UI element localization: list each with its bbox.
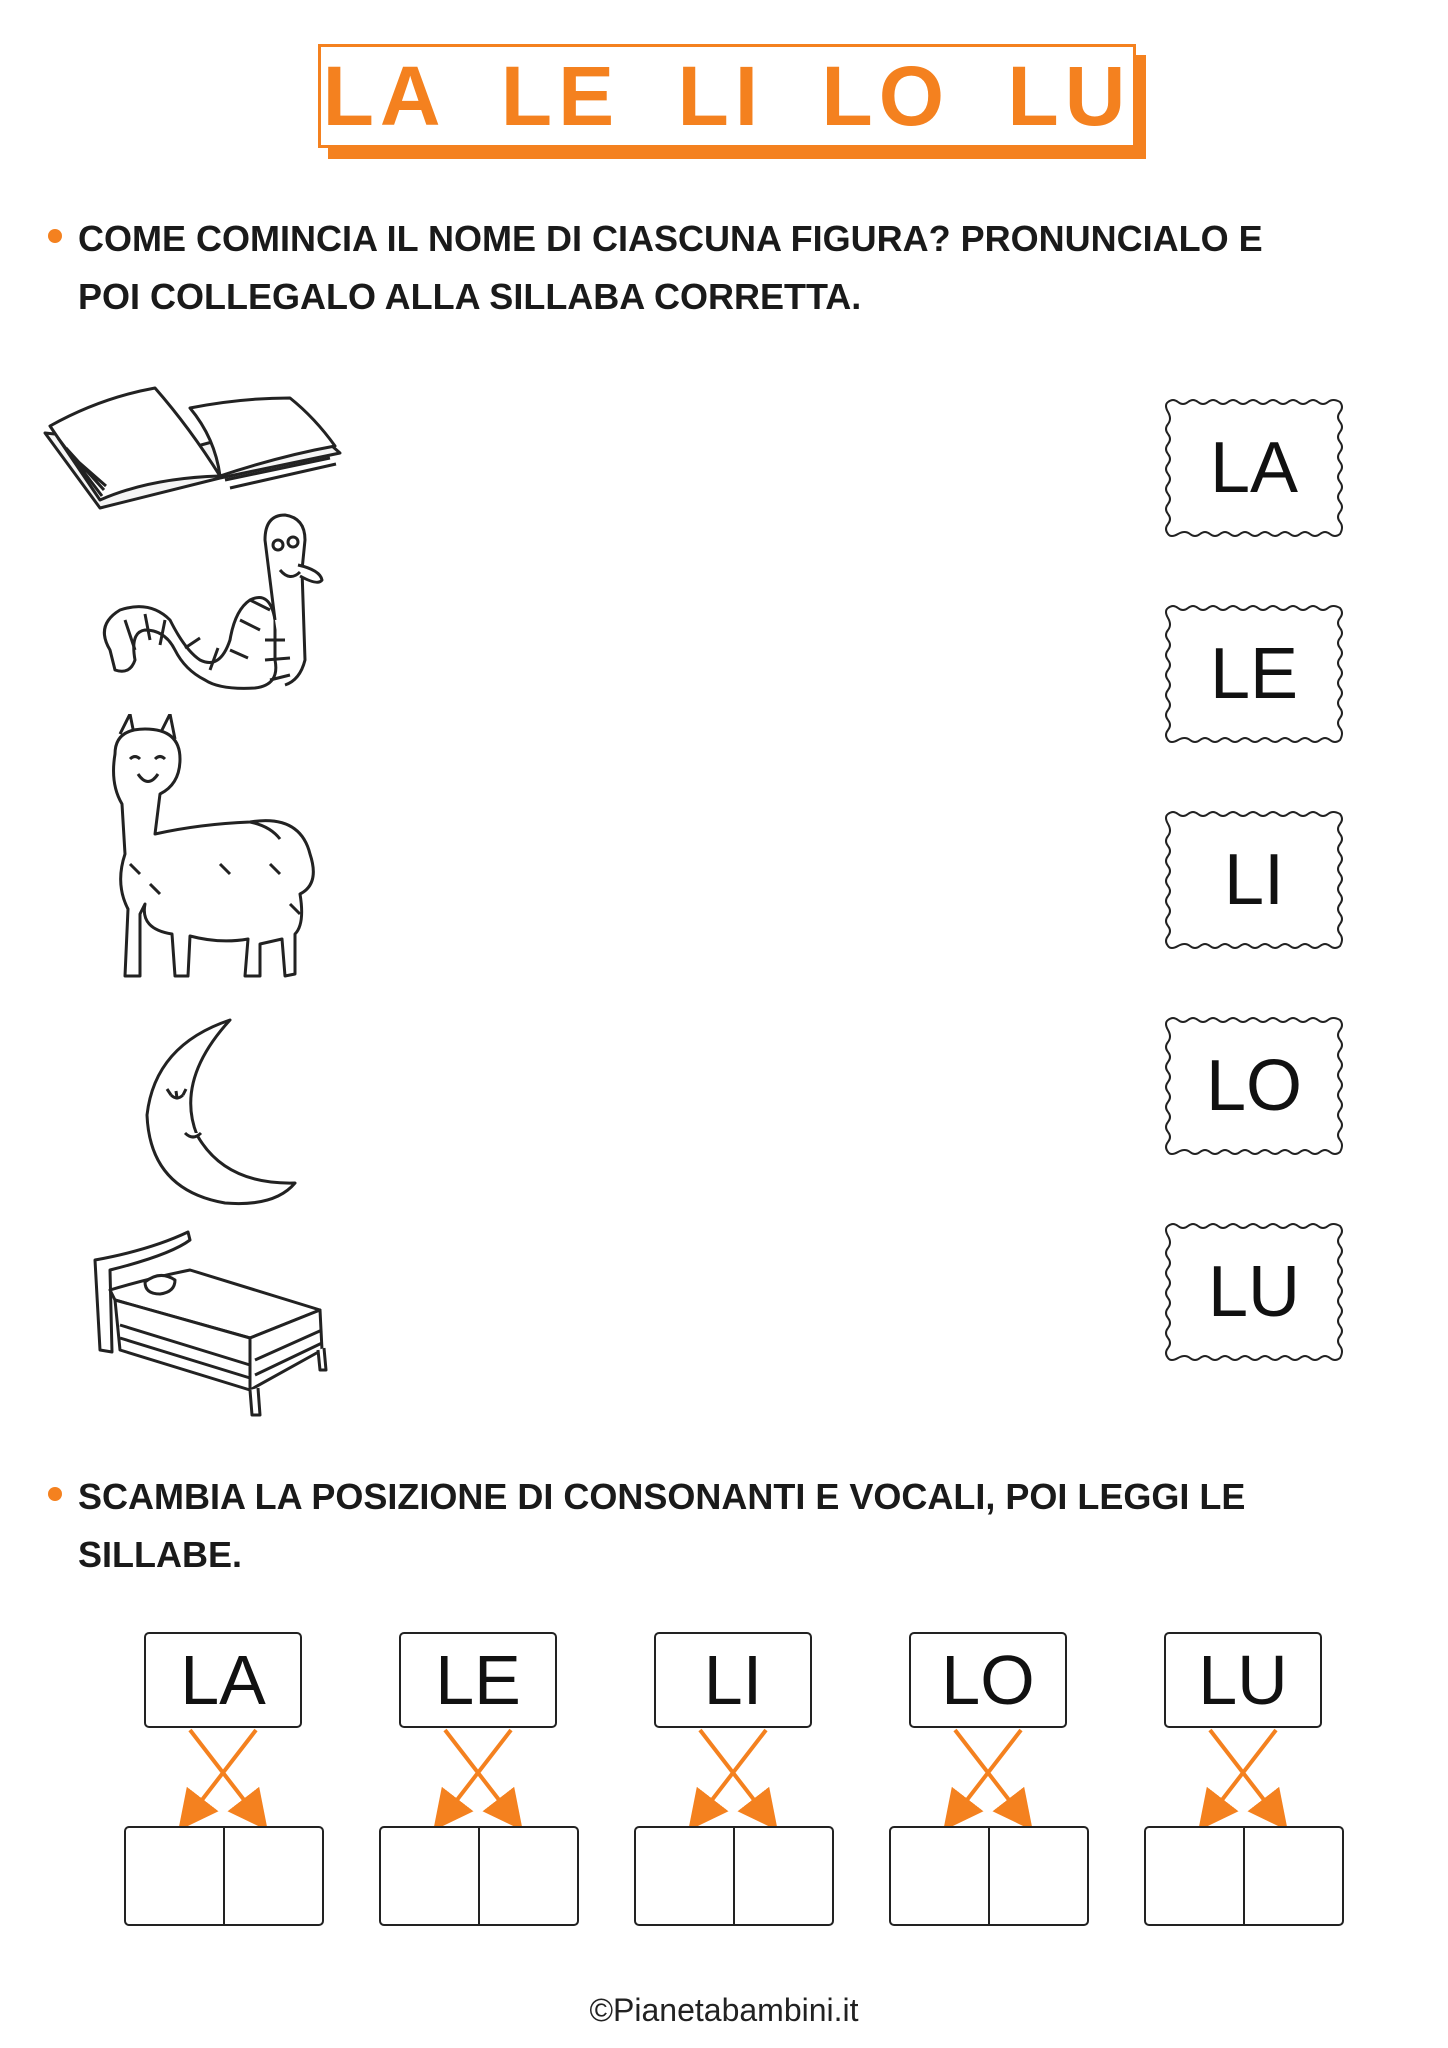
syllable-stamp-li[interactable] (1164, 810, 1344, 950)
syllable-stamp-la[interactable] (1164, 398, 1344, 538)
answer-cell-2[interactable] (733, 1828, 832, 1924)
swap-syllable-lu: LU (1164, 1632, 1322, 1728)
answer-box-la[interactable] (124, 1826, 324, 1926)
bullet-dot (48, 1487, 62, 1501)
answer-cell-1[interactable] (891, 1828, 988, 1924)
answer-cell-2[interactable] (223, 1828, 322, 1924)
copyright-icon: © (589, 1992, 614, 2028)
page-title: LA LE LI LO LU (322, 48, 1132, 143)
syllable-stamp-le[interactable] (1164, 604, 1344, 744)
footer-credit (0, 1992, 1448, 2029)
swap-syllable-lo: LO (909, 1632, 1067, 1728)
answer-box-lu[interactable] (1144, 1826, 1344, 1926)
title-banner (318, 44, 1136, 148)
answer-cell-2[interactable] (988, 1828, 1087, 1924)
answer-cell-1[interactable] (126, 1828, 223, 1924)
answer-cell-1[interactable] (636, 1828, 733, 1924)
swap-syllable-le: LE (399, 1632, 557, 1728)
swap-syllable-li: LI (654, 1632, 812, 1728)
answer-cell-2[interactable] (478, 1828, 577, 1924)
answer-cell-1[interactable] (1146, 1828, 1243, 1924)
swap-arrows-icon (144, 1728, 302, 1828)
bed-icon (90, 1230, 330, 1420)
bullet-dot (48, 229, 62, 243)
syllable-stamp-lo[interactable] (1164, 1016, 1344, 1156)
footer-site[interactable]: Pianetabambini.it (613, 1992, 859, 2028)
swap-arrows-icon (399, 1728, 557, 1828)
stamp-label: LU (1207, 1252, 1301, 1332)
book-icon (40, 378, 350, 528)
instruction-2 (48, 1468, 1408, 1584)
syllable-stamp-lu[interactable] (1164, 1222, 1344, 1362)
worm-icon (90, 510, 330, 695)
stamp-label: LI (1223, 840, 1285, 920)
swap-arrows-icon (654, 1728, 812, 1828)
swap-arrows-icon (1164, 1728, 1322, 1828)
answer-cell-1[interactable] (381, 1828, 478, 1924)
answer-cell-2[interactable] (1243, 1828, 1342, 1924)
answer-box-lo[interactable] (889, 1826, 1089, 1926)
answer-box-li[interactable] (634, 1826, 834, 1926)
instruction-1-line1: COME COMINCIA IL NOME DI CIASCUNA FIGURA? PRONUNCIALO E (78, 218, 1263, 259)
moon-icon (135, 1015, 305, 1210)
swap-arrows-icon (909, 1728, 1067, 1828)
instruction-1-line2: POI COLLEGALO ALLA SILLABA CORRETTA. (78, 276, 862, 317)
stamp-label: LA (1209, 428, 1299, 508)
llama-icon (100, 714, 330, 984)
stamp-label: LE (1209, 634, 1299, 714)
instruction-1 (48, 210, 1408, 326)
swap-syllable-la: LA (144, 1632, 302, 1728)
stamp-label: LO (1205, 1046, 1303, 1126)
instruction-2-line1: SCAMBIA LA POSIZIONE DI CONSONANTI E VOCALI, POI LEGGI LE (78, 1476, 1246, 1517)
instruction-2-line2: SILLABE. (78, 1534, 243, 1575)
answer-box-le[interactable] (379, 1826, 579, 1926)
